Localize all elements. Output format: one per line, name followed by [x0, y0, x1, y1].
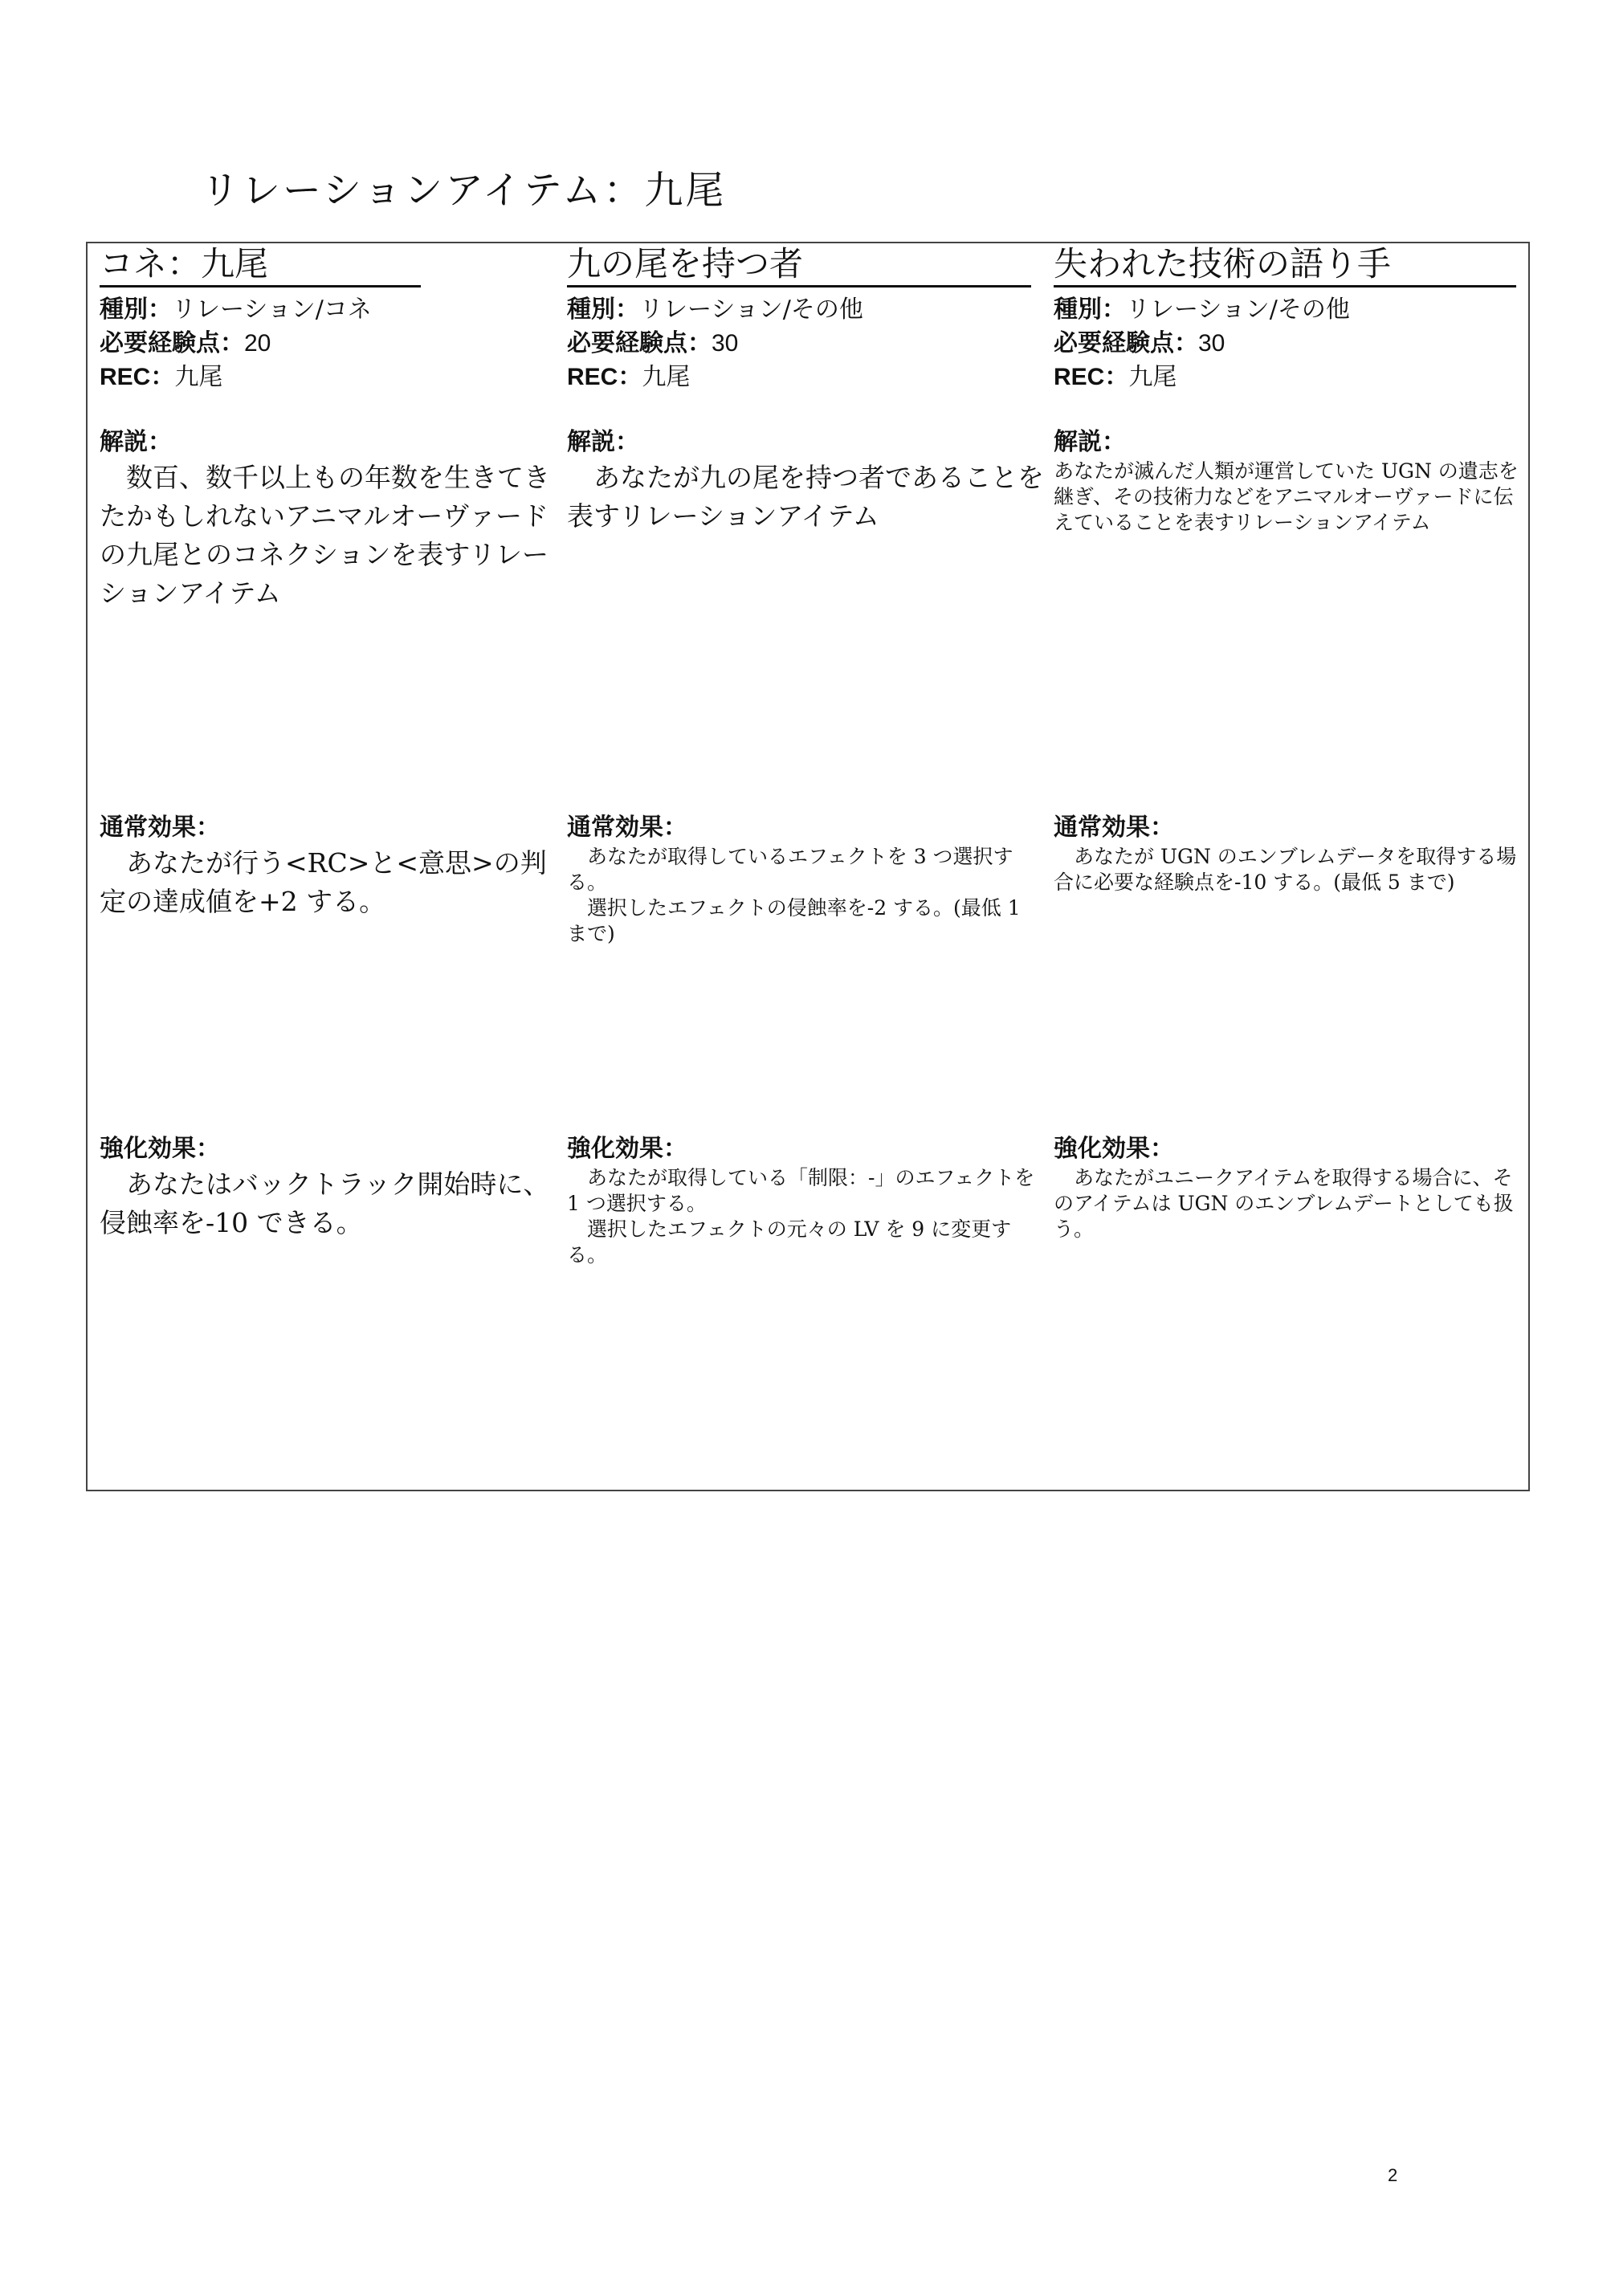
- item-meta: [1054, 293, 1350, 394]
- exp-label: 必要経験点：: [100, 330, 244, 357]
- rec-label: REC：: [100, 364, 175, 390]
- normal-effect-section: [567, 812, 1046, 947]
- description-text: あなたが滅んだ人類が運営していた UGN の遺志を継ぎ、その技術力などをアニマルオーヴァードに伝えていることを表すリレーションアイテム: [1054, 459, 1519, 534]
- enhanced-effect-section: [567, 1133, 1046, 1268]
- enhanced-effect-section: [1054, 1133, 1521, 1242]
- rec-value: 九尾: [1128, 363, 1177, 391]
- normal-effect-text: あなたが UGN のエンブレムデータを取得する場合に必要な経験点を-10 する。(最低 5 まで): [1054, 845, 1517, 894]
- enhanced-effect-text: あなたがユニークアイテムを取得する場合に、そのアイテムは UGN のエンブレムデートとしても扱う。: [1054, 1166, 1514, 1241]
- description-label: 解説：: [567, 429, 639, 455]
- type-label: 種別：: [567, 296, 639, 323]
- description-text: 数百、数千以上もの年数を生きてきたかもしれないアニマルオーヴァードの九尾とのコネクションを表すリレーションアイテム: [100, 462, 550, 609]
- item-card-lost-tech: [1054, 243, 1521, 1490]
- normal-effect-text: あなたが取得しているエフェクトを 3 つ選択する。 選択したエフェクトの侵蝕率を-2 する。(最低 1 まで): [567, 845, 1021, 945]
- exp-value: 20: [244, 330, 271, 357]
- item-meta: [567, 293, 863, 394]
- enhanced-effect-section: [100, 1133, 559, 1242]
- rec-label: REC：: [1054, 364, 1129, 390]
- normal-effect-text: あなたが行う<RC>と<意思>の判定の達成値を+2 する。: [100, 847, 547, 917]
- item-name: 九の尾を持つ者: [567, 243, 1031, 288]
- description-label: 解説：: [1054, 429, 1126, 455]
- item-name: 失われた技術の語り手: [1054, 243, 1516, 288]
- page-number: 2: [1388, 2165, 1398, 2185]
- normal-effect-label: 通常効果：: [100, 814, 220, 841]
- description-section: [100, 426, 559, 613]
- type-label: 種別：: [1054, 296, 1126, 323]
- type-value: リレーション/その他: [1126, 296, 1350, 324]
- enhanced-effect-label: 強化効果：: [1054, 1136, 1174, 1162]
- item-table: [86, 242, 1530, 1491]
- exp-value: 30: [1198, 330, 1225, 357]
- exp-label: 必要経験点：: [1054, 330, 1198, 357]
- description-section: [1054, 426, 1521, 536]
- type-value: リレーション/コネ: [172, 296, 372, 324]
- rec-value: 九尾: [174, 363, 223, 391]
- normal-effect-section: [1054, 812, 1521, 895]
- description-text: あなたが九の尾を持つ者であることを表すリレーションアイテム: [567, 462, 1044, 532]
- normal-effect-label: 通常効果：: [1054, 814, 1174, 841]
- enhanced-effect-text: あなたが取得している「制限：-」のエフェクトを 1 つ選択する。 選択したエフェクトの元々の LV を 9 に変更する。: [567, 1166, 1035, 1266]
- normal-effect-label: 通常効果：: [567, 814, 687, 841]
- type-label: 種別：: [100, 296, 172, 323]
- enhanced-effect-label: 強化効果：: [567, 1136, 687, 1162]
- item-card-koneko: [100, 243, 559, 1490]
- normal-effect-section: [100, 812, 559, 921]
- enhanced-effect-label: 強化効果：: [100, 1136, 220, 1162]
- page-title: リレーションアイテム：九尾: [201, 168, 727, 213]
- description-section: [567, 426, 1046, 536]
- rec-value: 九尾: [642, 363, 691, 391]
- description-label: 解説：: [100, 429, 172, 455]
- item-name: コネ：九尾: [100, 243, 421, 288]
- exp-label: 必要経験点：: [567, 330, 712, 357]
- item-meta: [100, 293, 372, 394]
- type-value: リレーション/その他: [639, 296, 863, 324]
- rec-label: REC：: [567, 364, 642, 390]
- item-card-nine-tails: [567, 243, 1046, 1490]
- enhanced-effect-text: あなたはバックトラック開始時に、侵蝕率を-10 できる。: [100, 1168, 550, 1238]
- exp-value: 30: [712, 330, 739, 357]
